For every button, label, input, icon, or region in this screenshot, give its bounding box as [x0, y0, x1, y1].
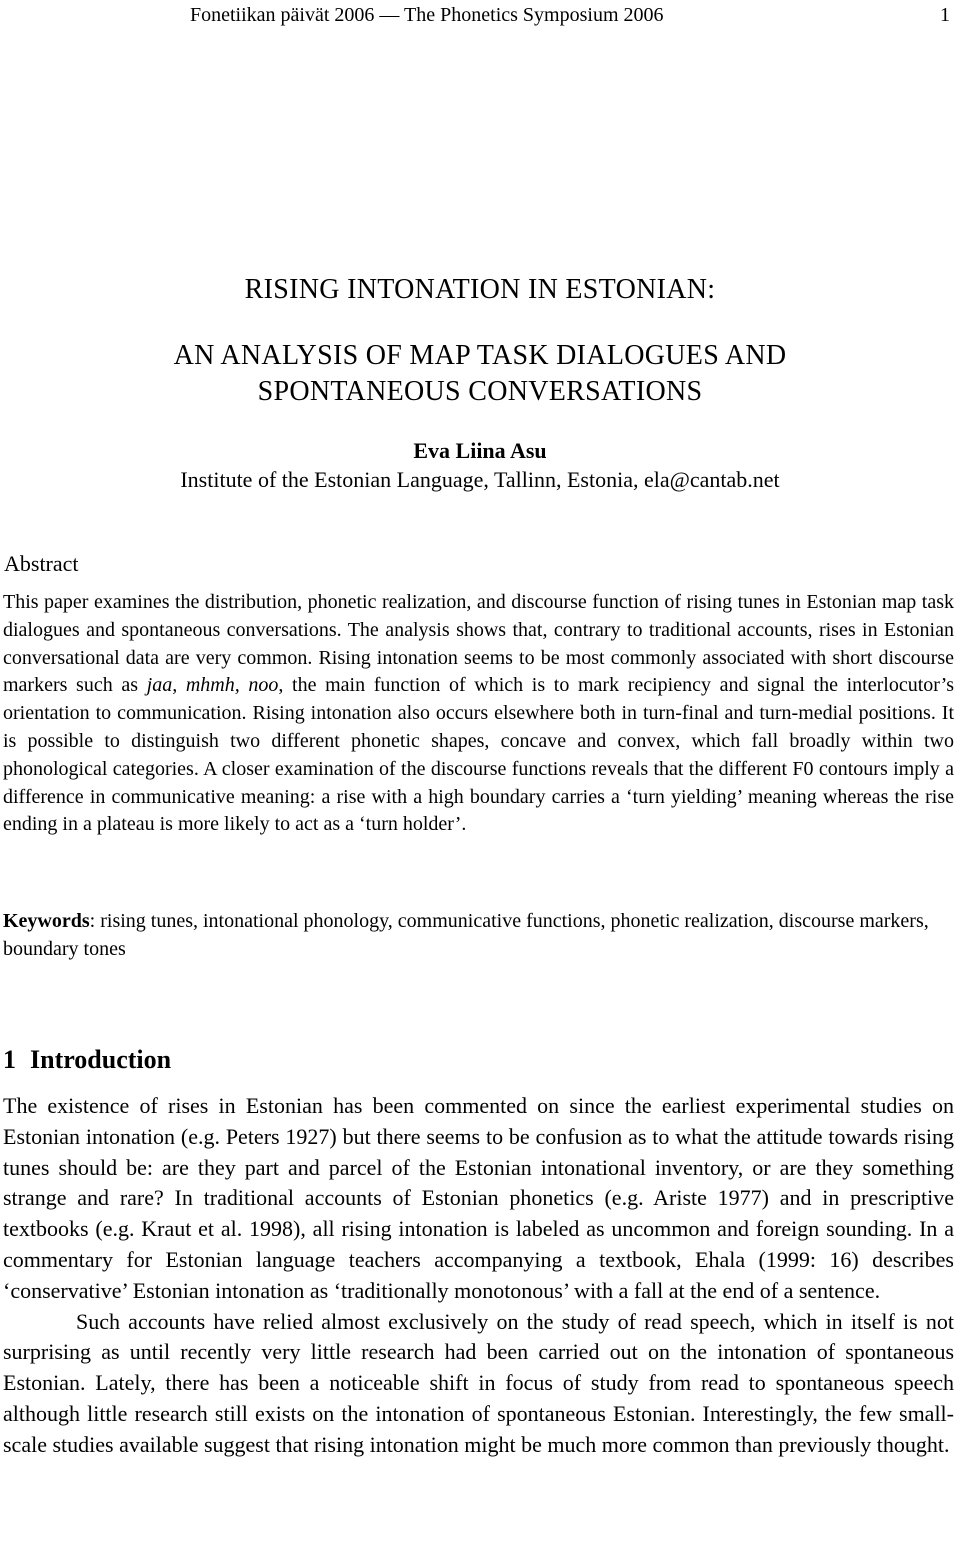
discourse-markers-italic: jaa, mhmh, noo	[146, 674, 279, 697]
section-heading-introduction	[3, 1043, 171, 1077]
page-number: 1	[940, 4, 950, 26]
paper-title-line-3: SPONTANEOUS CONVERSATIONS	[257, 376, 703, 407]
author-affiliation: Institute of the Estonian Language, Tallinn, Estonia, ela@cantab.net	[180, 467, 780, 492]
paper-title-line-1: RISING INTONATION IN ESTONIAN:	[244, 274, 716, 305]
abstract-heading: Abstract	[4, 551, 79, 576]
abstract-body	[3, 589, 954, 839]
intro-paragraph-1: The existence of rises in Estonian has been commented on since the earliest experimental studies on Estonian intonation (e.g. Peters 1927) but there seems to be confusion as to what the attitude towards rising tunes should be: are they part and parcel of the Estonian intonational inventory, or are they something strange and rare? In traditional accounts of Estonian phonetics (e.g. Ariste 1977) and in prescriptive textbooks (e.g. Kraut et al. 1998), all rising intonation is labeled as uncommon and foreign sounding. In a commentary for Estonian language teachers accompanying a textbook, Ehala (1999: 16) describes ‘conservative’ Estonian intonation as ‘traditionally monotonous’ with a fall at the end of a sentence.	[3, 1093, 954, 1303]
abstract-text-part-a: This paper examines the distribution, phonetic realization, and discourse function of rising tunes in Estonian map task dialogues and spontaneous conversations. The analysis shows that, contrary to traditional accounts, rises in Estonian conversational data are very common. Rising intonation seems to be most commonly associated with short discourse markers such as	[3, 591, 954, 697]
abstract-paragraph	[3, 589, 954, 839]
intro-paragraph-2: Such accounts have relied almost exclusively on the study of read speech, which in itself is not surprising as until recently very little research had been carried out on the intonation of spontaneous Estonian. Lately, there has been a noticeable shift in focus of study from read to spontaneous speech although little research still exists on the intonation of spontaneous Estonian. Interestingly, the few small-scale studies available suggest that rising intonation might be much more common than previously thought.	[3, 1308, 954, 1457]
running-title: Fonetiikan päivät 2006 — The Phonetics Symposium 2006	[190, 4, 664, 26]
paper-title-line-2: AN ANALYSIS OF MAP TASK DIALOGUES AND	[173, 340, 787, 371]
running-header	[190, 2, 950, 28]
author-name: Eva Liina Asu	[413, 438, 547, 463]
introduction-body	[3, 1091, 954, 1461]
keywords-block	[3, 907, 954, 963]
section-number: 1	[3, 1045, 16, 1074]
keywords-label: Keywords	[3, 910, 90, 932]
keywords-text: : rising tunes, intonational phonology, communicative functions, phonetic realization, discourse markers, boundary tones	[3, 910, 929, 960]
abstract-text-part-b: , the main function of which is to mark recipiency and signal the interlocutor’s orientation to communication. Rising intonation also occurs elsewhere both in turn-final and turn-medial positions. It is possible to distinguish two different phonetic shapes, concave and convex, which fall broadly within two phonological categories. A closer examination of the discourse functions reveals that the different F0 contours imply a difference in communicative meaning: a rise with a high boundary carries a ‘turn yielding’ meaning whereas the rise ending in a plateau is more likely to act as a ‘turn holder’.	[3, 674, 954, 836]
section-title: Introduction	[30, 1045, 172, 1074]
